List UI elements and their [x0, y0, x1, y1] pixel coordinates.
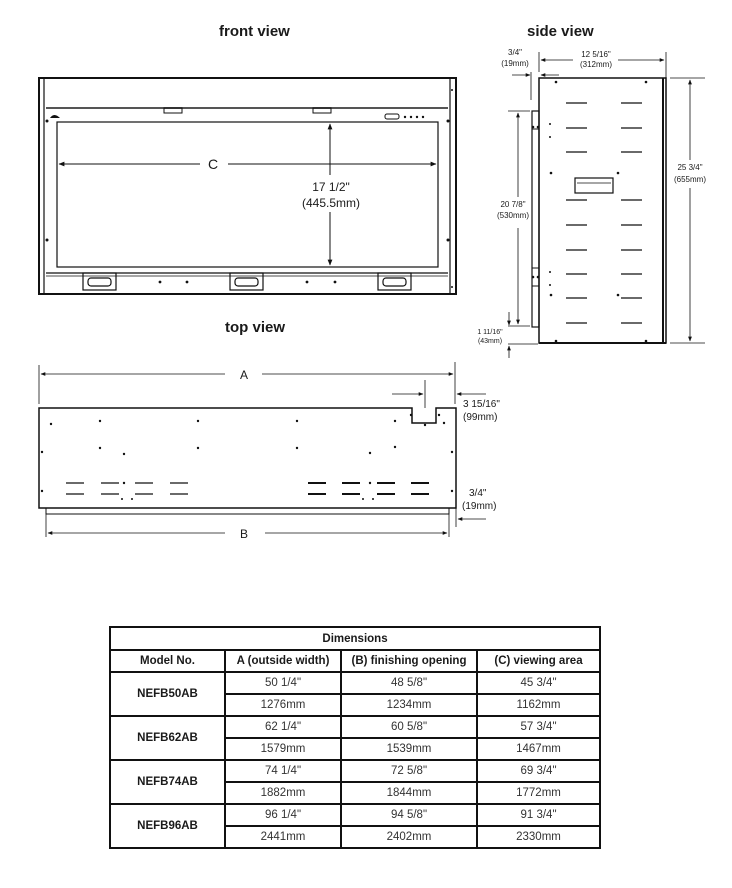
side-view-drawing: [508, 52, 705, 358]
table-row: [110, 760, 600, 782]
table-row: [110, 716, 600, 738]
finishing-opening-label-b: B: [239, 527, 249, 541]
top-view-title: top view: [225, 319, 286, 336]
value-cell: 1772mm: [477, 782, 600, 804]
top-notch-in: 3 15/16": [463, 399, 500, 410]
side-offset-in: 3/4": [508, 48, 522, 57]
value-cell: 1234mm: [341, 694, 477, 716]
value-cell: 1579mm: [225, 738, 341, 760]
value-cell: 1467mm: [477, 738, 600, 760]
side-inner-height-in: 20 7/8": [500, 200, 526, 209]
outside-width-label-a: A: [239, 368, 249, 382]
side-base-in: 1 11/16": [477, 329, 503, 336]
header-viewing-area: (C) viewing area: [477, 650, 600, 672]
model-cell: NEFB62AB: [110, 716, 225, 760]
side-height-mm: (655mm): [673, 175, 707, 184]
model-cell: NEFB74AB: [110, 760, 225, 804]
front-height-mm: (445.5mm): [301, 196, 361, 210]
table-row: [110, 804, 600, 826]
side-depth-in: 12 5/16": [581, 50, 611, 59]
value-cell: 1162mm: [477, 694, 600, 716]
front-view-title: front view: [219, 23, 290, 40]
front-view-drawing: [39, 78, 456, 294]
model-cell: NEFB50AB: [110, 672, 225, 716]
value-cell: 1882mm: [225, 782, 341, 804]
value-cell: 2441mm: [225, 826, 341, 848]
value-cell: 69 3/4": [477, 760, 600, 782]
model-cell: NEFB96AB: [110, 804, 225, 848]
value-cell: 72 5/8": [341, 760, 477, 782]
value-cell: 1844mm: [341, 782, 477, 804]
value-cell: 1276mm: [225, 694, 341, 716]
side-height-in: 25 3/4": [677, 163, 703, 172]
viewing-area-label-c: C: [207, 156, 219, 172]
table-caption: Dimensions: [110, 627, 600, 650]
header-finishing-opening: (B) finishing opening: [341, 650, 477, 672]
top-view-drawing: [39, 362, 486, 537]
side-offset-mm: (19mm): [501, 59, 529, 68]
value-cell: 74 1/4": [225, 760, 341, 782]
value-cell: 45 3/4": [477, 672, 600, 694]
side-base-mm: (43mm): [477, 338, 503, 345]
value-cell: 2402mm: [341, 826, 477, 848]
side-depth-mm: (312mm): [579, 60, 613, 69]
value-cell: 1539mm: [341, 738, 477, 760]
value-cell: 60 5/8": [341, 716, 477, 738]
top-flange-mm: (19mm): [462, 501, 497, 512]
value-cell: 62 1/4": [225, 716, 341, 738]
value-cell: 50 1/4": [225, 672, 341, 694]
table-row: [110, 672, 600, 694]
value-cell: 57 3/4": [477, 716, 600, 738]
header-outside-width: A (outside width): [225, 650, 341, 672]
side-inner-height-mm: (530mm): [496, 211, 530, 220]
value-cell: 94 5/8": [341, 804, 477, 826]
value-cell: 2330mm: [477, 826, 600, 848]
top-notch-mm: (99mm): [463, 412, 498, 423]
side-view-title: side view: [527, 23, 594, 40]
value-cell: 48 5/8": [341, 672, 477, 694]
value-cell: 96 1/4": [225, 804, 341, 826]
top-flange-in: 3/4": [469, 488, 487, 499]
dimensions-table: [109, 626, 601, 849]
front-height-in: 17 1/2": [312, 180, 350, 194]
header-model: Model No.: [110, 650, 225, 672]
value-cell: 91 3/4": [477, 804, 600, 826]
